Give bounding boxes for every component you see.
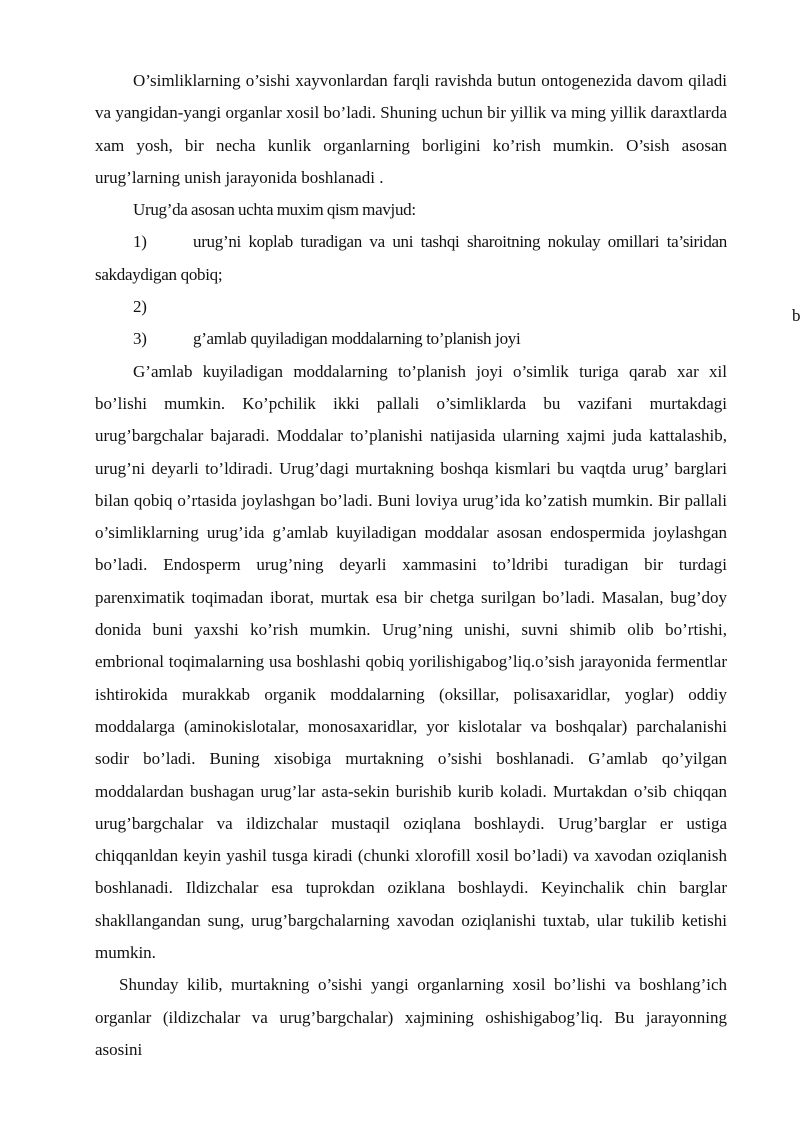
list-item-1 xyxy=(95,226,727,291)
paragraph-conclusion: Shunday kilib, murtakning o’sishi yangi organlarning xosil bo’lishi va boshlang’ich organlar (ildizchalar va urug’bargchalar) xajmining oshishigabog’liq. Bu jarayonning asosini xyxy=(95,975,727,1059)
paragraph-storage: G’amlab kuyiladigan moddalarning to’planish joyi o’simlik turiga qarab xar xil bo’lishi mumkin. Ko’pchilik ikki pallali o’simliklarda bu vazifani murtakdagi urug’bargchalar bajaradi. Moddalar to’planishi natijasida ularning xajmi juda kattalashib, urug’ni deyarli to’ldiradi. Urug’dagi murtakning boshqa kismlari bu vaqtda urug’ barglari bilan qobiq o’rtasida joylashgan bo’ladi. Buni loviya urug’ida ko’zatish mumkin. Bir pallali o’simliklarning urug’ida g’amlab kuyiladigan moddalar asosan endospermida joylashgan bo’ladi. Endosperm urug’ning deyarli xammasini to’ldribi turadigan bir turdagi parenximatik toqimadan iborat, murtak esa bir chetga surilgan bo’ladi. Masalan, bug’doy donida buni yaxshi ko’rish mumkin. Urug’ning unishi, suvni shimib olib bo’rtishi, embrional toqimalarning usa boshlashi qobiq yorilishigabog’liq.o’sish jarayonida fermentlar ishtirokida murakkab organik moddalarning (oksillar, polisaxaridlar, yoglar) oddiy moddalarga (aminokislotalar, monosaxaridlar, yor kislotalar va boshqalar) parchalanishi sodir bo’ladi. Buning xisobiga murtakning o’sishi boshlanadi. G’amlab qo’yilgan moddalardan bushagan urug’lar asta-sekin burishib kurib koladi. Murtakdan o’sib chiqqan urug’bargchalar va ildizchalar mustaqil oziqlana boshlaydi. Urug’barglar er ustiga chiqqanldan keyin yashil tusga kiradi (chunki xlorofill xosil bo’ladi) va xavodan oziqlanish boshlanadi. Ildizchalar esa tuprokdan oziklana boshlaydi. Keyinchalik chin barglar shakllangandan sung, urug’bargchalarning xavodan oziqlanishi tuxtab, ular tukilib ketishi mumkin. xyxy=(95,361,727,963)
overflow-text: b xyxy=(792,306,800,325)
list-item-2 xyxy=(95,291,727,323)
list-item-3 xyxy=(95,323,727,355)
list-number: 1) xyxy=(133,232,147,252)
list-number: 2) xyxy=(133,297,147,317)
list-number: 3) xyxy=(133,329,147,349)
list-text: g’amlab quyiladigan moddalarning to’planish joyi xyxy=(193,329,521,349)
paragraph-seed-parts: Urug’da asosan uchta muxim qism mavjud: xyxy=(133,200,416,220)
paragraph-intro: O’simliklarning o’sishi xayvonlardan farqli ravishda butun ontogenezida davom qiladi va yangidan-yangi organlar xosil bo’ladi. Shuning uchun bir yillik va ming yillik daraxtlarda xam yosh, bir necha kunlik organlarning borligini ko’rish mumkin. O’sish asosan urug’larning unish jarayonida boshlanadi . xyxy=(95,71,727,187)
list-text: urug’ni koplab turadigan va uni tashqi sharoitning nokulay omillari ta’siridan sakdaydigan qobiq; xyxy=(95,232,727,284)
body-text xyxy=(95,65,727,1066)
